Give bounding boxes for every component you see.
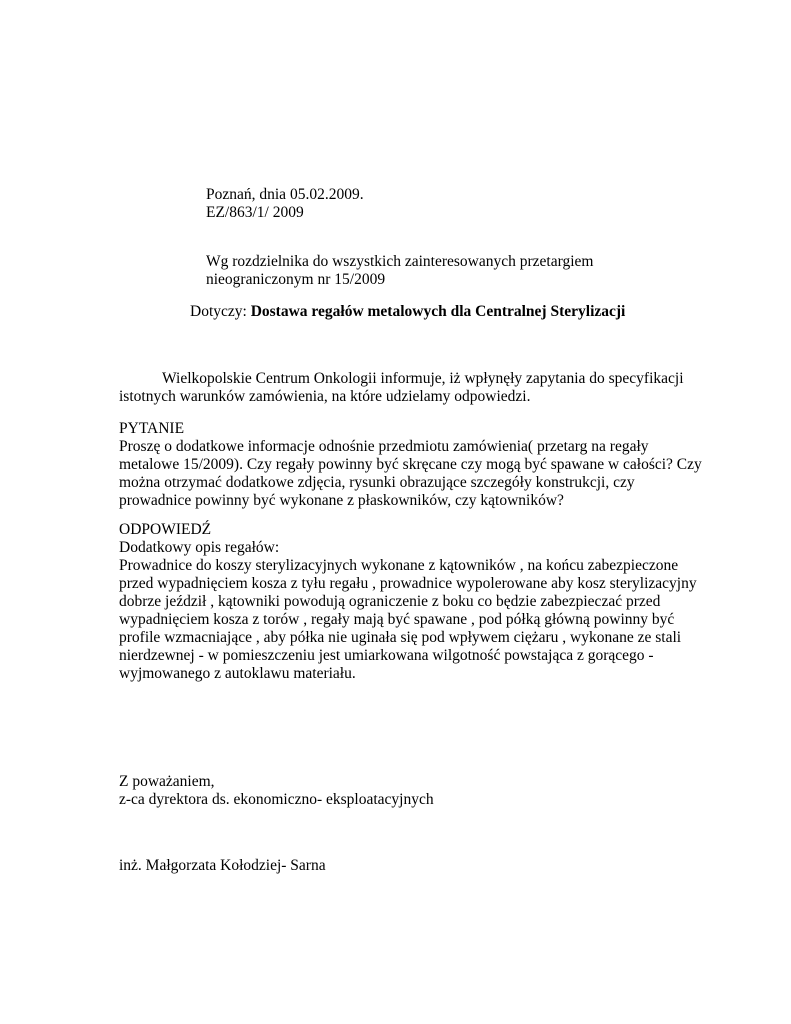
- question-heading: PYTANIE: [119, 420, 185, 437]
- answer-subheading: Dodatkowy opis regałów:: [119, 539, 280, 556]
- answer-line-6: nierdzewnej - w pomieszczeniu jest umiarkowana wilgotność powstająca z gorącego -: [119, 647, 654, 664]
- closing-greeting: Z poważaniem,: [119, 773, 215, 790]
- answer-line-5: profile wzmacniające , aby półka nie uginała się pod wpływem ciężaru , wykonane ze stali: [119, 629, 682, 646]
- recipient-line-1: Wg rozdzielnika do wszystkich zainteresowanych przetargiem: [206, 253, 594, 270]
- answer-line-1: Prowadnice do koszy sterylizacyjnych wykonane z kątowników , na końcu zabezpieczone: [119, 557, 679, 574]
- reference-number: EZ/863/1/ 2009: [206, 204, 304, 221]
- subject-title: Dostawa regałów metalowych dla Centralnej Sterylizacji: [250, 303, 626, 320]
- intro-line-1: Wielkopolskie Centrum Onkologii informuje, iż wpłynęły zapytania do specyfikacji: [162, 370, 684, 387]
- answer-line-3: dobrze jeździł , kątowniki powodują ograniczenie z boku co będzie zabezpieczać przed: [119, 593, 661, 610]
- question-line-1: Proszę o dodatkowe informacje odnośnie przedmiotu zamówienia( przetarg na regały: [119, 438, 649, 455]
- signatory-name: inż. Małgorzata Kołodziej- Sarna: [119, 857, 326, 874]
- closing-position: z-ca dyrektora ds. ekonomiczno- eksploatacyjnych: [119, 791, 434, 808]
- answer-heading: ODPOWIEDŹ: [119, 521, 212, 538]
- subject-prefix: Dotyczy:: [190, 303, 251, 320]
- question-line-2: metalowe 15/2009). Czy regały powinny być skręcane czy mogą być spawane w całości? Czy: [119, 456, 702, 473]
- answer-line-7: wyjmowanego z autoklawu materiału.: [119, 665, 356, 682]
- place-date: Poznań, dnia 05.02.2009.: [206, 186, 364, 203]
- recipient-line-2: nieograniczonym nr 15/2009: [206, 271, 386, 288]
- answer-line-4: wypadnięciem kosza z torów , regały mają być spawane , pod półką główną powinny być: [119, 611, 675, 628]
- intro-line-2: istotnych warunków zamówienia, na które udzielamy odpowiedzi.: [119, 388, 531, 405]
- question-line-3: można otrzymać dodatkowe zdjęcia, rysunki obrazujące szczegóły konstrukcji, czy: [119, 474, 635, 491]
- intro-paragraph: [119, 370, 684, 406]
- answer-line-2: przed wypadnięciem kosza z tyłu regału , prowadnice wypolerowane aby kosz sterylizacyjny: [119, 575, 697, 592]
- question-line-4: prowadnice powinny być wykonane z płaskowników, czy kątowników?: [119, 492, 564, 509]
- subject-line: [190, 303, 625, 321]
